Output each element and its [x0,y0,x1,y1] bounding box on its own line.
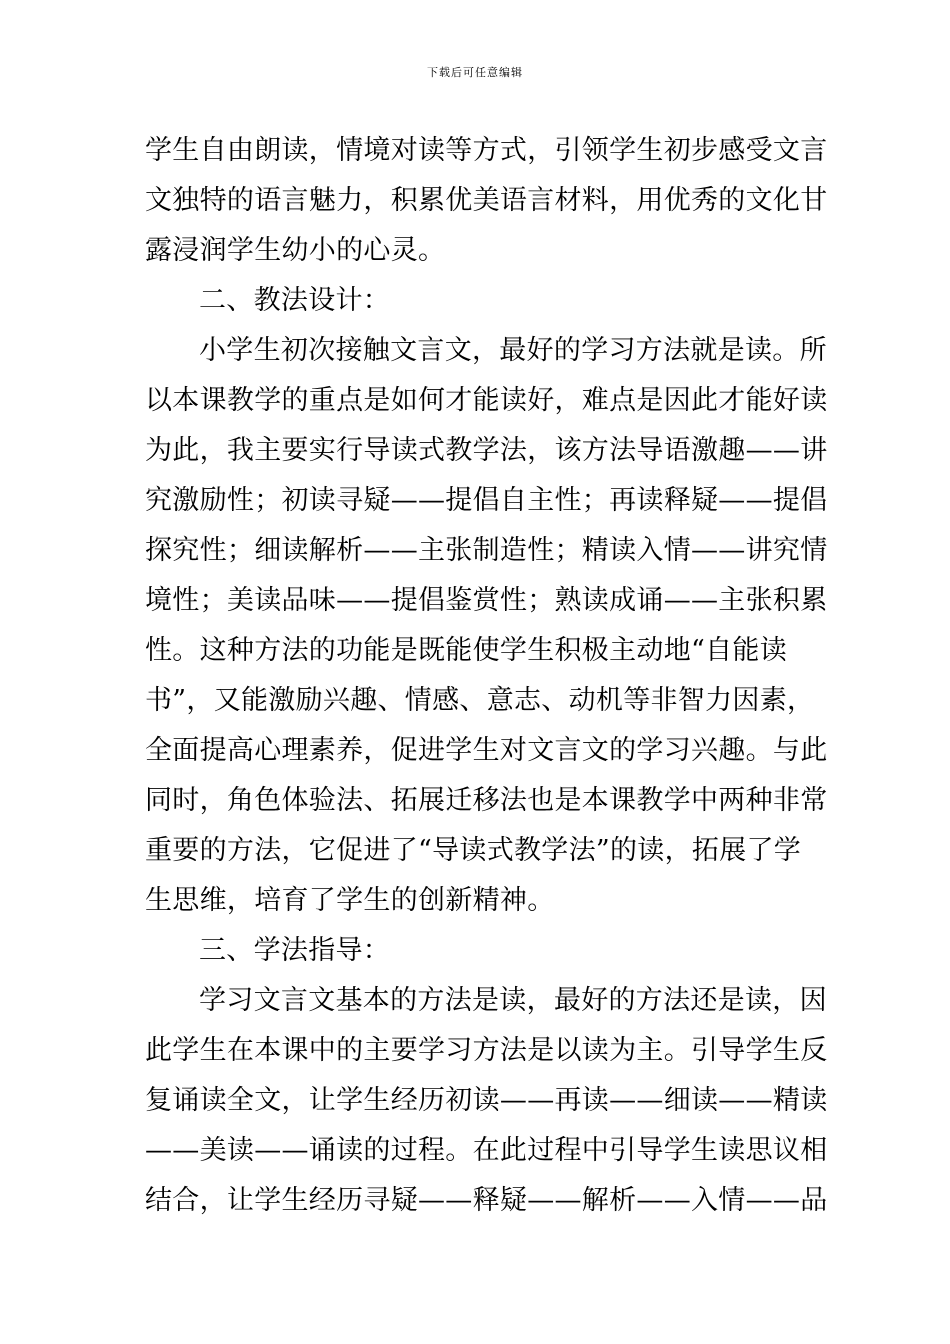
section-heading: 二、教法设计： [199,285,391,316]
text-line: 重要的方法，它促进了“导读式教学法”的读，拓展了学 [145,835,802,866]
text-line: 露浸润学生幼小的心灵。 [145,235,446,266]
text-line: 文独特的语言魅力，积累优美语言材料，用优秀的文化甘 [145,185,828,216]
text-line: 此学生在本课中的主要学习方法是以读为主。引导学生反 [145,1035,828,1066]
text-line: 复诵读全文，让学生经历初读——再读——细读——精读 [145,1085,828,1116]
text-line: 结合，让学生经历寻疑——释疑——解析——入情——品 [145,1185,828,1216]
text-line: 小学生初次接触文言文，最好的学习方法就是读。所 [199,335,827,366]
text-line: 书”，又能激励兴趣、情感、意志、动机等非智力因素， [145,685,815,716]
text-line: 境性；美读品味——提倡鉴赏性；熟读成诵——主张积累 [145,585,828,616]
text-line: 全面提高心理素养，促进学生对文言文的学习兴趣。与此 [145,735,828,766]
text-line: 以本课教学的重点是如何才能读好，难点是因此才能好读 [145,385,828,416]
text-line: 生思维，培育了学生的创新精神。 [145,885,555,916]
text-line: 性。这种方法的功能是既能使学生积极主动地“自能读 [145,635,788,666]
text-line: 同时，角色体验法、拓展迁移法也是本课教学中两种非常 [145,785,828,816]
text-line: 究激励性；初读寻疑——提倡自主性；再读释疑——提倡 [145,485,828,516]
document-body [145,126,828,1226]
text-line: 学习文言文基本的方法是读，最好的方法还是读，因 [199,985,827,1016]
text-line: ——美读——诵读的过程。在此过程中引导学生读思议相 [145,1135,828,1166]
text-line: 为此，我主要实行导读式教学法，该方法导语激趣——讲 [145,435,828,466]
section-heading: 三、学法指导： [199,935,391,966]
page-header: 下载后可任意编辑 [427,66,523,79]
text-line: 探究性；细读解析——主张制造性；精读入情——讲究情 [145,535,828,566]
text-line: 学生自由朗读，情境对读等方式，引领学生初步感受文言 [145,135,828,166]
